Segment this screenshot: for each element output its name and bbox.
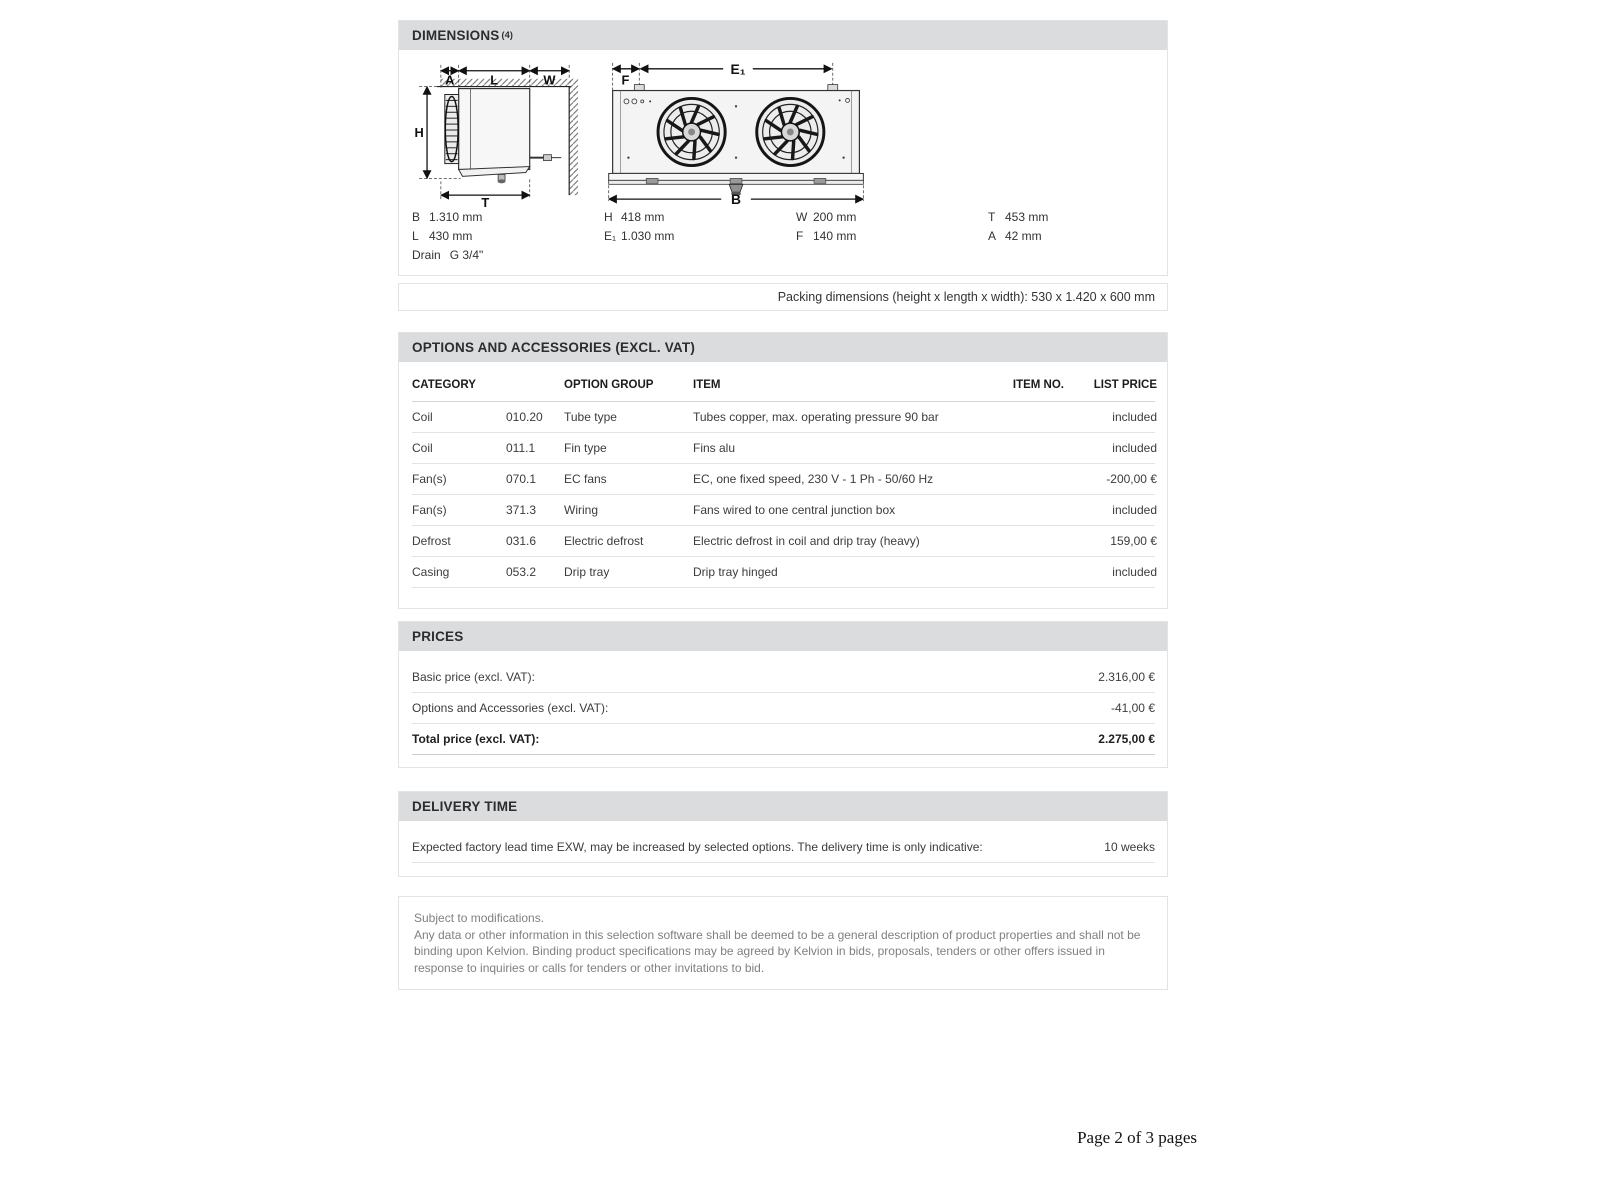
price-row-basic: Basic price (excl. VAT): 2.316,00 € — [412, 662, 1155, 693]
price-row-options: Options and Accessories (excl. VAT): -41,00 € — [412, 693, 1155, 724]
col-item: ITEM — [693, 379, 721, 391]
pipe-connection — [530, 155, 562, 161]
prices-title: PRICES — [412, 629, 464, 644]
dimension-value: T 453 mm — [988, 210, 1049, 224]
fan-icon — [658, 98, 725, 165]
dimensions-section-header — [399, 21, 1167, 50]
table-row: Defrost 031.6 Electric defrost Electric defrost in coil and drip tray (heavy) 159,00 € — [412, 526, 1155, 557]
disclaimer-box — [398, 896, 1168, 990]
prices-section — [398, 621, 1168, 768]
table-row: Coil 010.20 Tube type Tubes copper, max. operating pressure 90 bar included — [412, 402, 1155, 433]
drain-side — [498, 174, 506, 183]
options-title: OPTIONS AND ACCESSORIES (EXCL. VAT) — [412, 340, 696, 355]
drip-tray-front — [609, 173, 864, 184]
packing-dimensions-box — [398, 283, 1168, 311]
table-row: Fan(s) 371.3 Wiring Fans wired to one central junction box included — [412, 495, 1155, 526]
price-row-total: Total price (excl. VAT): 2.275,00 € — [412, 724, 1155, 755]
wall-hatch — [569, 79, 578, 195]
dim-label-l: L — [490, 72, 499, 88]
dimension-value: F 140 mm — [796, 229, 857, 243]
delivery-section — [398, 791, 1168, 877]
col-category: CATEGORY — [412, 379, 476, 391]
options-table-header — [412, 362, 1155, 402]
dim-label-b: B — [731, 191, 742, 208]
fan-icon — [757, 98, 824, 165]
dimensions-title: DIMENSIONS — [412, 28, 500, 43]
delivery-title: DELIVERY TIME — [412, 799, 518, 814]
dim-label-a: A — [445, 72, 455, 88]
dimension-value: L 430 mm — [412, 229, 473, 243]
disclaimer-line1: Subject to modifications. — [414, 911, 545, 925]
dim-label-h: H — [414, 124, 424, 140]
report-content — [398, 20, 1168, 990]
table-row: Casing 053.2 Drip tray Drip tray hinged included — [412, 557, 1155, 588]
packing-dimensions-text: Packing dimensions (height x length x width): 530 x 1.420 x 600 mm — [777, 290, 1155, 304]
dimension-value-drain: Drain G 3/4" — [412, 248, 484, 262]
delivery-row: Expected factory lead time EXW, may be increased by selected options. The delivery time is only indicative: 10 weeks — [412, 832, 1155, 863]
page-number: Page 2 of 3 pages — [1077, 1128, 1197, 1147]
mounting-bracket-left — [634, 85, 644, 91]
dim-label-t: T — [481, 195, 490, 208]
table-row: Fan(s) 070.1 EC fans EC, one fixed speed, 230 V - 1 Ph - 50/60 Hz -200,00 € — [412, 464, 1155, 495]
disclaimer-line2: Any data or other information in this selection software shall be deemed to be a general description of product properties and shall not be binding upon Kelvion. Binding product specifications may be agreed by Kelvion in bids, proposals, tenders or other offers issued in response to inquiries or calls for tenders or other invitations to bid. — [414, 927, 1141, 975]
prices-section-header — [399, 622, 1167, 651]
dimension-drawings — [412, 55, 1155, 208]
dimension-values — [412, 208, 1155, 265]
col-option-group: OPTION GROUP — [564, 379, 654, 391]
dimensions-body — [399, 50, 1167, 275]
fan-side-grill — [445, 94, 459, 163]
delivery-section-header — [399, 792, 1167, 821]
dimensions-footnote-ref: (4) — [501, 29, 514, 40]
dim-label-e1: E₁ — [730, 60, 746, 77]
dimension-value: H 418 mm — [604, 210, 665, 224]
options-section-header — [399, 333, 1167, 362]
options-section — [398, 332, 1168, 609]
dimension-value: B 1.310 mm — [412, 210, 483, 224]
casing-side — [459, 89, 530, 170]
dimensions-section — [398, 20, 1168, 276]
table-row: Coil 011.1 Fin type Fins alu included — [412, 433, 1155, 464]
dimension-value: W 200 mm — [796, 210, 857, 224]
mounting-bracket-right — [828, 85, 838, 91]
dim-label-w: W — [543, 72, 556, 88]
unit-side-view-drawing — [412, 55, 602, 208]
dim-label-f: F — [621, 72, 630, 88]
col-list-price: LIST PRICE — [1093, 379, 1157, 391]
unit-front-view-drawing — [600, 55, 876, 208]
col-item-no: ITEM NO. — [1012, 379, 1064, 391]
dimension-value: A 42 mm — [988, 229, 1042, 243]
dimension-value: E₁ 1.030 mm — [604, 229, 675, 243]
